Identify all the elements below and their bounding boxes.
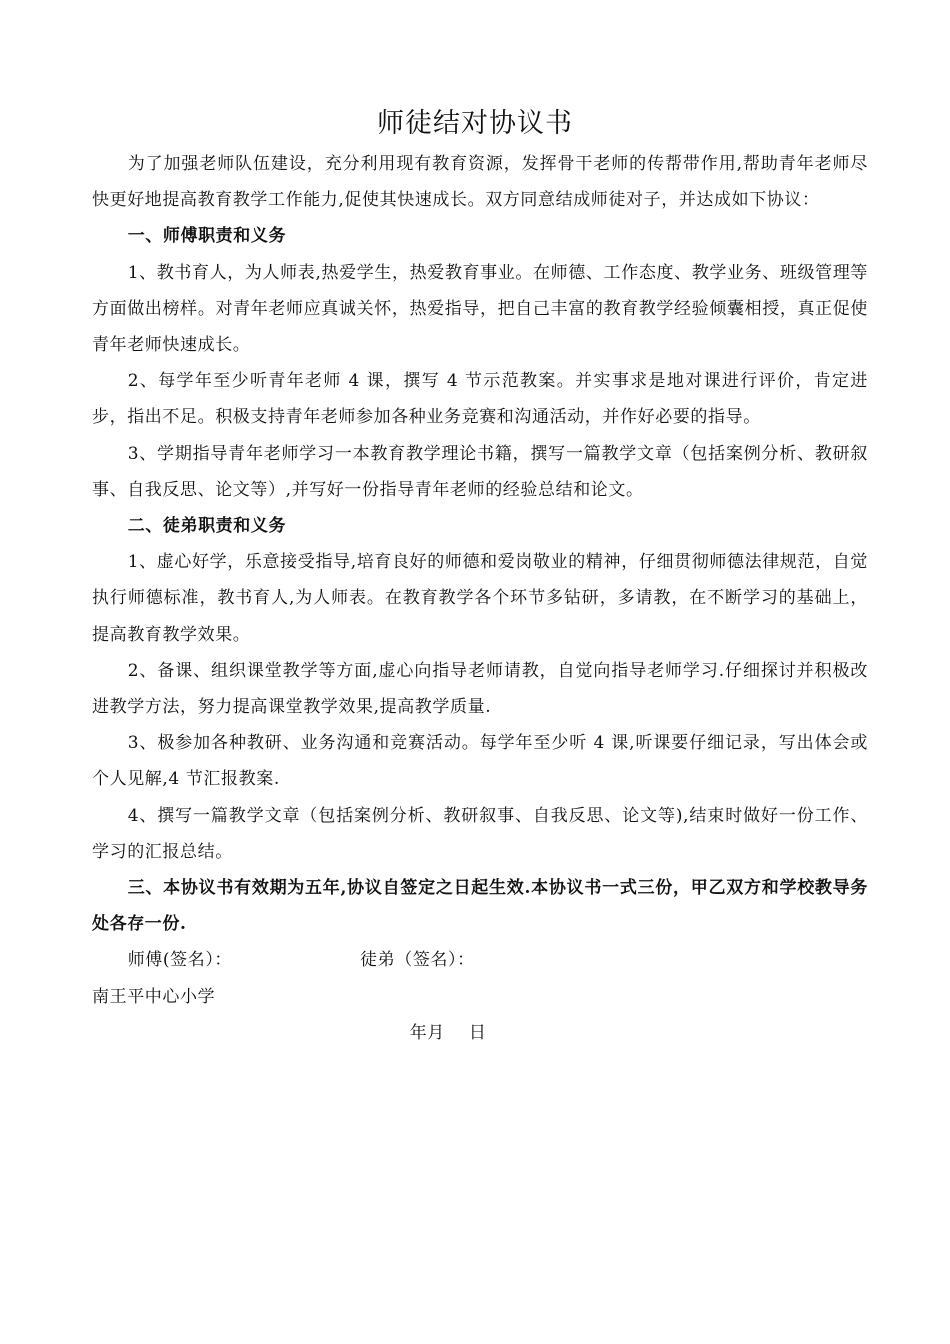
- document-body: [92, 146, 868, 1051]
- section2-item-1: 1、虚心好学，乐意接受指导,培育良好的师德和爱岗敬业的精神，仔细贯彻师德法律规范，自觉执行师德标准，教书育人,为人师表。在教育教学各个环节多钻研，多请教，在不断学习的基础上，提高教育教学效果。: [92, 552, 868, 645]
- signature-row: [92, 942, 868, 978]
- section2-item-3: 3、极参加各种教研、业务沟通和竞赛活动。每学年至少听 4 课,听课要仔细记录，写出体会或个人见解,4 节汇报教案.: [92, 733, 868, 790]
- school-name: 南王平中心小学: [92, 986, 216, 1007]
- section2-item-4: 4、撰写一篇教学文章（包括案例分析、教研叙事、自我反思、论文等),结束时做好一份工作、学习的汇报总结。: [92, 805, 868, 862]
- apprentice-signature-label: 徒弟（签名）：: [360, 950, 475, 971]
- section2-item-2: 2、备课、组织课堂教学等方面,虚心向指导老师请教，自觉向指导老师学习.仔细探讨并积极改进教学方法，努力提高课堂教学效果,提高教学质量.: [92, 660, 868, 718]
- master-signature-label: 师傅(签名）：: [127, 950, 233, 971]
- section1-item-1: 1、教书育人，为人师表,热爱学生，热爱教育事业。在师德、工作态度、教学业务、班级管理等方面做出榜样。对青年老师应真诚关怀，热爱指导，把自己丰富的教育教学经验倾囊相授，真正促使青年老师快速成长。: [92, 262, 868, 356]
- section1-heading: 一、师傅职责和义务: [127, 226, 287, 247]
- section2-heading: 二、徒弟职责和义务: [127, 516, 287, 537]
- section1-item-2: 2、每学年至少听青年老师 4 课，撰写 4 节示范教案。并实事求是地对课进行评价，肯定进步，指出不足。积极支持青年老师参加各种业务竞赛和沟通活动，并作好必要的指导。: [92, 371, 868, 428]
- section1-item-3: 3、学期指导青年老师学习一本教育教学理论书籍，撰写一篇教学文章（包括案例分析、教研叙事、自我反思、论文等）,并写好一份指导青年老师的经验总结和论文。: [92, 443, 868, 500]
- date-line: 年月 日: [409, 1022, 487, 1043]
- document-title: 师徒结对协议书: [377, 108, 573, 139]
- intro-paragraph: 为了加强老师队伍建设，充分利用现有教育资源，发挥骨干老师的传帮带作用,帮助青年老师尽快更好地提高教育教学工作能力,促使其快速成长。双方同意结成师徒对子，并达成如下协议：: [92, 154, 868, 211]
- section3-paragraph: 三、本协议书有效期为五年,协议自签定之日起生效.本协议书一式三份，甲乙双方和学校教导务处各存一份.: [92, 878, 868, 935]
